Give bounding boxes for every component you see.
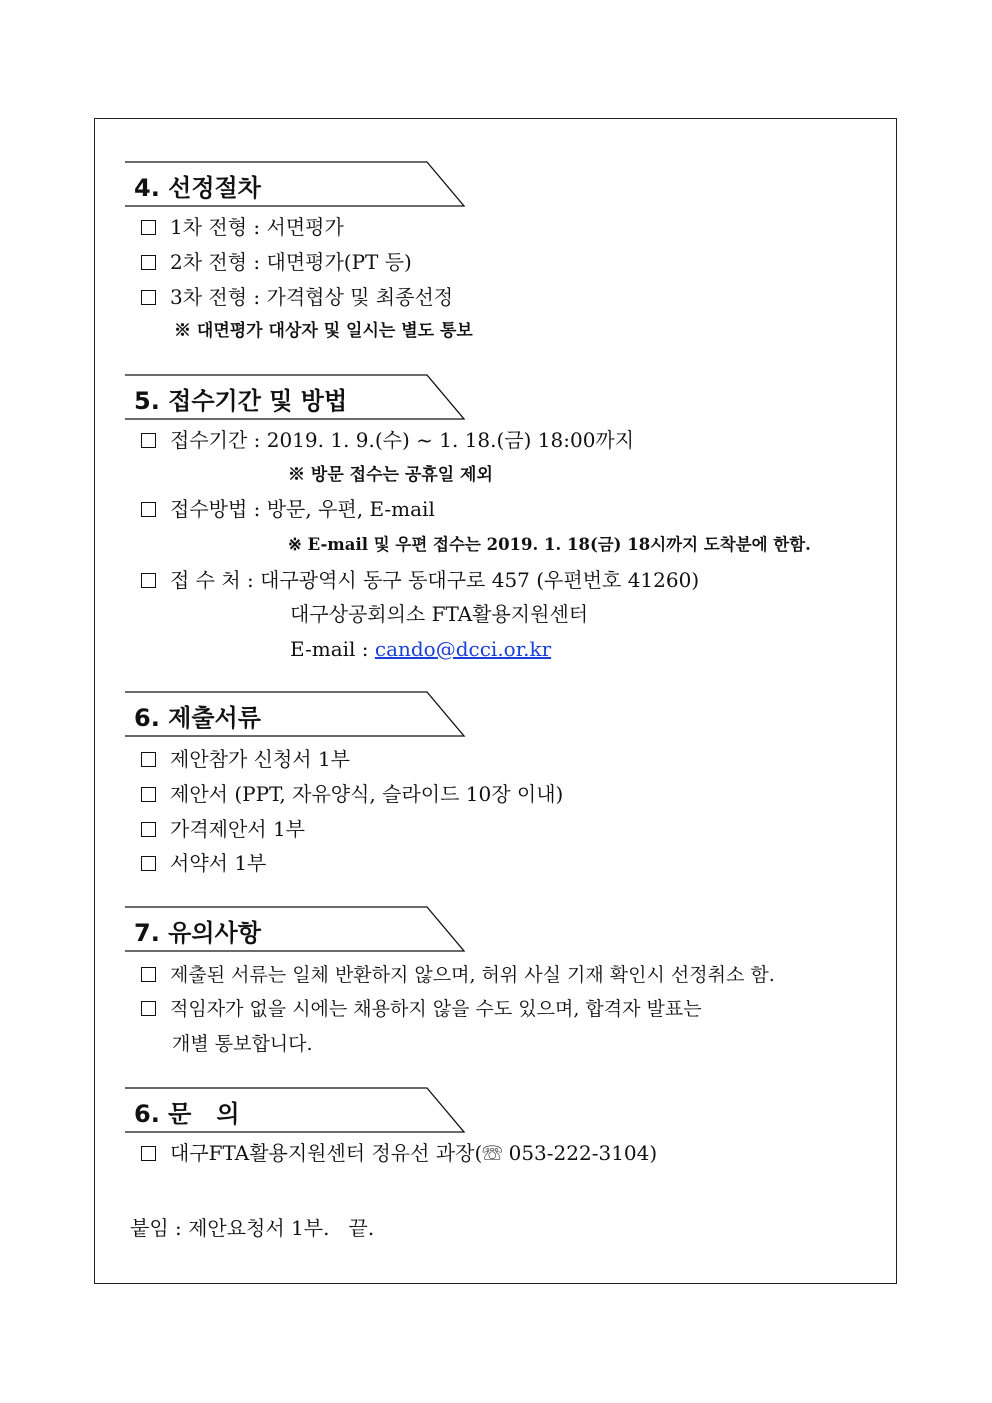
checkbox-icon <box>141 822 156 837</box>
list-item: 적임자가 없을 시에는 채용하지 않을 수도 있으며, 합격자 발표는 <box>141 996 702 1022</box>
checkbox-icon <box>141 967 156 982</box>
list-item: 2차 전형 : 대면평가(PT 등) <box>141 249 412 275</box>
list-item: 접수방법 : 방문, 우편, E-mail <box>141 496 435 522</box>
checkbox-icon <box>141 290 156 305</box>
list-item: 3차 전형 : 가격협상 및 최종선정 <box>141 284 453 310</box>
place-org: 대구상공회의소 FTA활용지원센터 <box>290 602 589 626</box>
email-line: E-mail : cando@dcci.or.kr <box>290 637 552 661</box>
list-item: 접수기간 : 2019. 1. 9.(수) ~ 1. 18.(금) 18:00까지 <box>141 427 634 453</box>
section-6-title: 6. 제출서류 <box>134 704 261 732</box>
checkbox-icon <box>141 220 156 235</box>
list-item: 가격제안서 1부 <box>141 816 305 842</box>
list-item-continuation: 개별 통보합니다. <box>172 1033 313 1055</box>
checkbox-icon <box>141 1001 156 1016</box>
email-link[interactable]: cando@dcci.or.kr <box>374 637 552 661</box>
attachment-line: 붙임 : 제안요청서 1부. 끝. <box>130 1216 375 1240</box>
list-item: 서약서 1부 <box>141 850 266 876</box>
checkbox-icon <box>141 787 156 802</box>
checkbox-icon <box>141 433 156 448</box>
method-note: ※ E-mail 및 우편 접수는 2019. 1. 18(금) 18시까지 도착분에 한함. <box>288 535 811 554</box>
list-item: 대구FTA활용지원센터 정유선 과장(☏ 053-222-3104) <box>141 1140 657 1166</box>
checkbox-icon <box>141 856 156 871</box>
list-item: 접 수 처 : 대구광역시 동구 동대구로 457 (우편번호 41260) <box>141 567 699 593</box>
section-4-note: ※ 대면평가 대상자 및 일시는 별도 통보 <box>174 321 473 341</box>
section-inquiry-title: 6. 문 의 <box>134 1100 240 1128</box>
list-item: 1차 전형 : 서면평가 <box>141 214 344 240</box>
checkbox-icon <box>141 573 156 588</box>
period-note: ※ 방문 접수는 공휴일 제외 <box>288 465 493 485</box>
checkbox-icon <box>141 502 156 517</box>
list-item: 제안서 (PPT, 자유양식, 슬라이드 10장 이내) <box>141 781 563 807</box>
checkbox-icon <box>141 255 156 270</box>
checkbox-icon <box>141 752 156 767</box>
section-4-title: 4. 선정절차 <box>134 174 261 202</box>
section-5-title: 5. 접수기간 및 방법 <box>134 387 348 415</box>
list-item: 제안참가 신청서 1부 <box>141 746 350 772</box>
list-item: 제출된 서류는 일체 반환하지 않으며, 허위 사실 기재 확인시 선정취소 함. <box>141 962 775 988</box>
section-7-title: 7. 유의사항 <box>134 919 261 947</box>
checkbox-icon <box>141 1146 156 1161</box>
